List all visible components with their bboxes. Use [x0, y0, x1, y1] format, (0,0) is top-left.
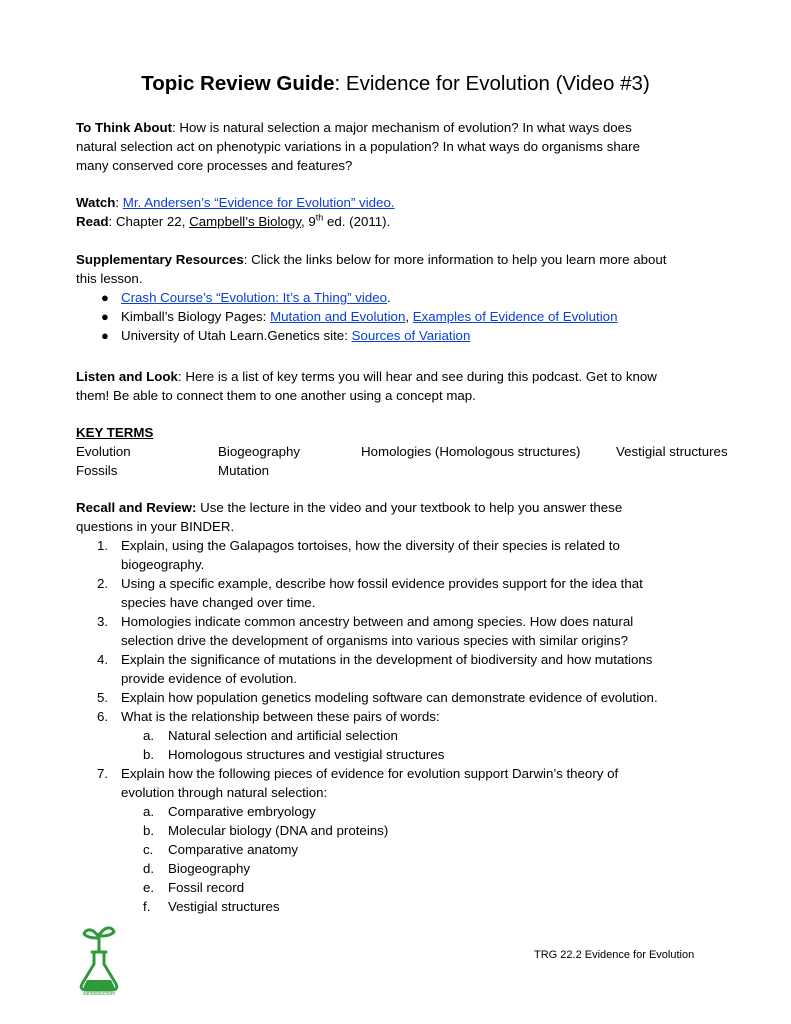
- bullet-icon: ●: [101, 328, 109, 343]
- sub-question-text: Biogeography: [168, 861, 251, 876]
- sub-question-list: [121, 726, 766, 764]
- key-term: Vestigial structures: [616, 444, 728, 459]
- read-label: Read: [76, 214, 109, 229]
- andersen-video-link[interactable]: Mr. Andersen’s “Evidence for Evolution” video.: [122, 195, 395, 210]
- watch-sep: :: [115, 195, 123, 210]
- sub-question-text: Natural selection and artificial selection: [168, 728, 398, 743]
- key-terms-section: [76, 423, 756, 480]
- question-text: provide evidence of evolution.: [121, 671, 297, 686]
- sub-question-text: Fossil record: [168, 880, 245, 895]
- supp-label: Supplementary Resources: [76, 252, 244, 267]
- question-item: [76, 707, 766, 764]
- resource-item-utah: [76, 326, 726, 345]
- key-terms-row: [76, 461, 756, 480]
- sub-question-letter: c.: [143, 842, 154, 857]
- recall-section: [76, 498, 766, 916]
- mutation-evolution-link[interactable]: Mutation and Evolution: [270, 309, 406, 324]
- sub-question-text: Homologous structures and vestigial structures: [168, 747, 445, 762]
- question-text: selection drive the development of organisms into various species with similar origins?: [121, 633, 628, 648]
- sub-question-item: [76, 726, 766, 745]
- question-number: 3.: [97, 614, 109, 629]
- key-term: Fossils: [76, 463, 118, 478]
- watch-read-section: [76, 193, 726, 231]
- evidence-examples-link[interactable]: Examples of Evidence of Evolution: [412, 309, 618, 324]
- sub-question-item: [76, 802, 766, 821]
- question-item: [76, 574, 766, 612]
- key-term: Evolution: [76, 444, 131, 459]
- title-rest: : Evidence for Evolution (Video #3): [334, 72, 650, 95]
- sub-question-letter: a.: [143, 728, 155, 743]
- resource-item-kimball: [76, 307, 726, 326]
- question-text: biogeography.: [121, 557, 205, 572]
- sub-question-text: Vestigial structures: [168, 899, 280, 914]
- sub-question-letter: b.: [143, 747, 155, 762]
- question-number: 4.: [97, 652, 109, 667]
- textbook-title: Campbell’s Biology: [189, 214, 301, 229]
- listen-label: Listen and Look: [76, 369, 178, 384]
- sub-question-item: [76, 897, 766, 916]
- sub-question-item: [76, 878, 766, 897]
- listen-text-2: them! Be able to connect them to one another using a concept map.: [76, 388, 476, 403]
- sub-question-item: [76, 745, 766, 764]
- sub-question-letter: a.: [143, 804, 155, 819]
- read-pre: : Chapter 22,: [108, 214, 190, 229]
- resource-sep: .: [387, 290, 391, 305]
- question-text: Explain how the following pieces of evidence for evolution support Darwin’s theory of: [121, 766, 619, 781]
- sub-question-letter: d.: [143, 861, 155, 876]
- question-item: [76, 536, 766, 574]
- logo: [74, 922, 124, 996]
- edition-superscript: th: [315, 212, 324, 223]
- recall-text: Use the lecture in the video and your textbook to help you answer these: [196, 500, 623, 515]
- sub-question-letter: b.: [143, 823, 155, 838]
- key-terms-heading: KEY TERMS: [76, 425, 154, 440]
- resource-source: University of Utah Learn.Genetics site:: [121, 328, 352, 343]
- question-list: [76, 536, 766, 916]
- key-term: Homologies (Homologous structures): [361, 444, 581, 459]
- page-footer: TRG 22.2 Evidence for Evolution: [534, 949, 695, 961]
- read-mid: , 9: [300, 214, 316, 229]
- question-text: Using a specific example, describe how fossil evidence provides support for the idea that: [121, 576, 643, 591]
- think-text: : How is natural selection a major mechanism of evolution? In what ways does: [172, 120, 632, 135]
- watch-label: Watch: [76, 195, 116, 210]
- question-number: 1.: [97, 538, 109, 553]
- question-text: Explain, using the Galapagos tortoises, how the diversity of their species is related to: [121, 538, 620, 553]
- listen-section: [76, 367, 726, 405]
- sub-question-item: [76, 840, 766, 859]
- crash-course-link[interactable]: Crash Course’s “Evolution: It’s a Thing” video: [121, 290, 388, 305]
- question-text: What is the relationship between these pairs of words:: [121, 709, 440, 724]
- think-label: To Think About: [76, 120, 173, 135]
- supp-text-2: this lesson.: [76, 271, 143, 286]
- sub-question-letter: e.: [143, 880, 155, 895]
- read-line: [76, 212, 726, 231]
- key-term: Mutation: [218, 463, 269, 478]
- supplementary-section: [76, 250, 726, 345]
- sub-question-item: [76, 859, 766, 878]
- sub-question-text: Molecular biology (DNA and proteins): [168, 823, 389, 838]
- question-text: Homologies indicate common ancestry between and among species. How does natural: [121, 614, 634, 629]
- question-number: 6.: [97, 709, 109, 724]
- sub-question-letter: f.: [143, 899, 151, 914]
- title-bold: Topic Review Guide: [141, 72, 335, 95]
- bullet-icon: ●: [101, 309, 109, 324]
- question-number: 5.: [97, 690, 109, 705]
- page-title: [0, 70, 791, 98]
- resource-source: Kimball’s Biology Pages:: [121, 309, 271, 324]
- question-text: Explain the significance of mutations in the development of biodiversity and how mutations: [121, 652, 653, 667]
- question-number: 2.: [97, 576, 109, 591]
- question-text: Explain how population genetics modeling software can demonstrate evidence of evolution.: [121, 690, 658, 705]
- think-section: [76, 118, 726, 175]
- question-text: evolution through natural selection:: [121, 785, 328, 800]
- question-text: species have changed over time.: [121, 595, 316, 610]
- supp-text: : Click the links below for more information to help you learn more about: [243, 252, 667, 267]
- key-terms-row: [76, 442, 756, 461]
- sub-question-item: [76, 821, 766, 840]
- sub-question-text: Comparative embryology: [168, 804, 316, 819]
- question-item: [76, 612, 766, 650]
- question-number: 7.: [97, 766, 109, 781]
- recall-text-2: questions in your BINDER.: [76, 519, 235, 534]
- key-term: Biogeography: [218, 444, 301, 459]
- think-text-2: natural selection act on phenotypic variations in a population? In what ways do organisms share: [76, 139, 640, 154]
- sub-question-text: Comparative anatomy: [168, 842, 299, 857]
- resource-item-crash-course: [76, 288, 726, 307]
- question-item: [76, 650, 766, 688]
- read-post: ed. (2011).: [323, 214, 391, 229]
- flask-plant-logo-icon: [74, 922, 124, 996]
- resource-sep: ,: [405, 309, 413, 324]
- listen-text: : Here is a list of key terms you will hear and see during this podcast. Get to know: [177, 369, 657, 384]
- watch-line: [76, 193, 726, 212]
- sub-question-list: [121, 802, 766, 916]
- recall-label: Recall and Review:: [76, 500, 197, 515]
- bullet-icon: ●: [101, 290, 109, 305]
- sources-of-variation-link[interactable]: Sources of Variation: [351, 328, 471, 343]
- question-item: [76, 688, 766, 707]
- think-text-3: many conserved core processes and features?: [76, 158, 353, 173]
- resource-list: [76, 288, 726, 345]
- question-item: [76, 764, 766, 916]
- logo-text: sandsbiochem: [82, 991, 116, 996]
